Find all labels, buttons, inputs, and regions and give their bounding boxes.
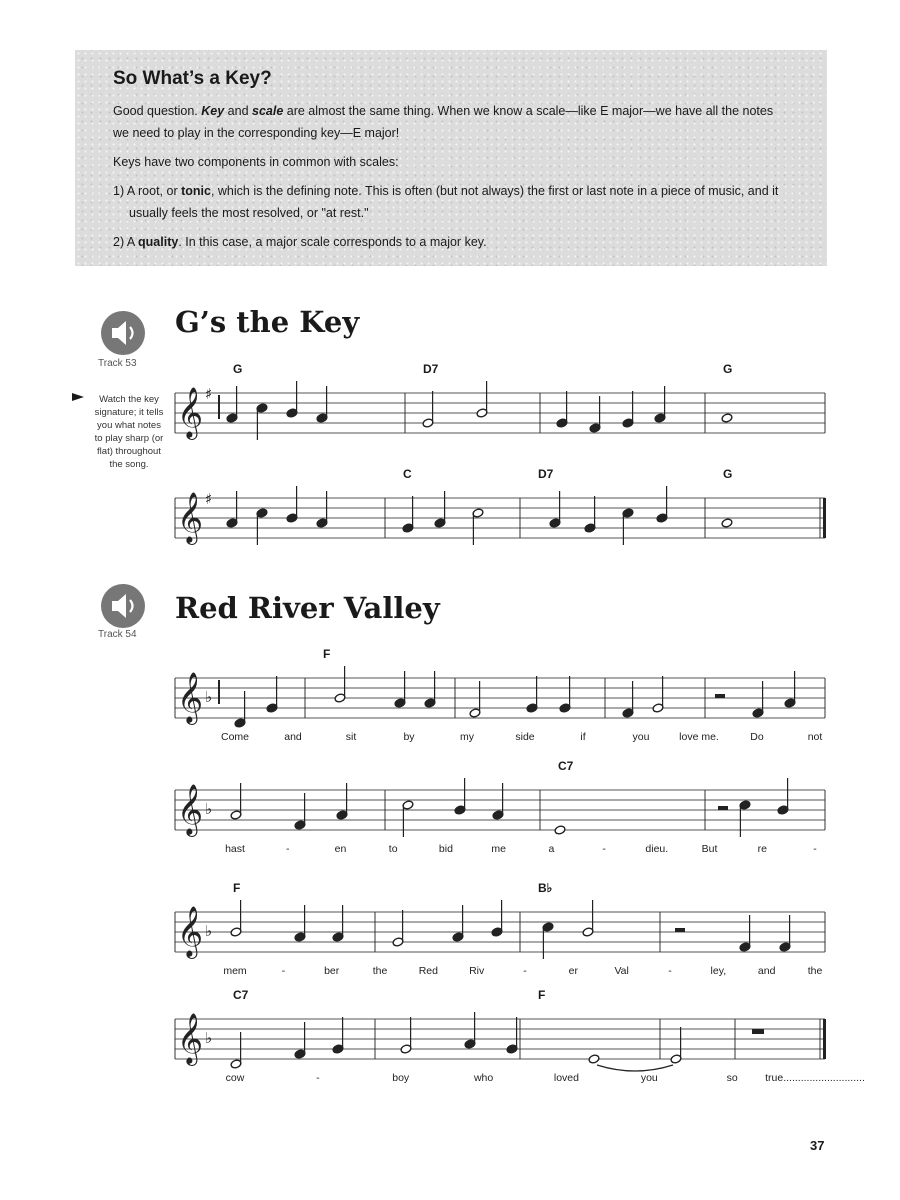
text: Good question. — [113, 104, 202, 118]
lyric: - — [316, 1072, 320, 1084]
lyric: to — [388, 843, 398, 855]
final-barline — [823, 1019, 826, 1059]
lyric: not — [807, 731, 823, 743]
term-key: Key — [201, 104, 225, 118]
box-title: So What’s a Key? — [113, 68, 272, 89]
lyric: love me. — [679, 731, 719, 743]
lyric: and — [757, 965, 776, 977]
lyric: - — [523, 965, 527, 977]
song-title: Red River Valley — [175, 591, 440, 625]
treble-clef: 𝄞 — [177, 906, 204, 957]
text: 2) A — [113, 235, 139, 249]
lyric: by — [403, 731, 415, 743]
lyric: and — [284, 731, 302, 743]
lyric: ber — [324, 965, 340, 977]
treble-clef: 𝄞 — [177, 492, 204, 543]
lyric: if — [580, 731, 586, 743]
treble-clef: 𝄞 — [177, 672, 204, 723]
whole-rest — [752, 1029, 764, 1034]
lyric: - — [602, 843, 606, 855]
chord-symbol: G — [723, 362, 733, 376]
note-head — [588, 1054, 600, 1064]
lyric: sit — [345, 731, 357, 743]
text: , which is the defining note. This is often (but not always) the first or last note in a piece of music, and it usually feels the most resolved, or "at rest." — [129, 184, 779, 220]
lyric: the — [807, 965, 823, 977]
chord-symbol: B♭ — [538, 881, 553, 895]
chord-symbol: F — [323, 647, 331, 661]
lyric: my — [460, 731, 474, 743]
key-flat: ♭ — [205, 688, 213, 706]
note-head — [721, 413, 733, 423]
track-label: Track 54 — [98, 629, 137, 640]
note-head — [721, 518, 733, 528]
text: and — [224, 104, 253, 118]
chord-symbol: F — [233, 881, 241, 895]
song-title: G’s the Key — [175, 305, 360, 339]
lyric: But — [701, 843, 718, 855]
key-sharp: ♯ — [205, 490, 213, 508]
chord-symbol: G — [233, 362, 243, 376]
lyric: cow — [225, 1072, 245, 1084]
lyric: Riv — [469, 965, 485, 977]
page-number: 37 — [810, 1138, 825, 1153]
lyric: hast — [225, 843, 245, 855]
treble-clef: 𝄞 — [177, 784, 204, 835]
chord-symbol: C — [403, 467, 412, 481]
treble-clef: 𝄞 — [177, 1013, 204, 1064]
text: . In this case, a major scale corresponds to a major key. — [178, 235, 487, 249]
lyric: ley, — [710, 965, 727, 977]
chord-symbol: G — [723, 467, 733, 481]
lyric: - — [285, 843, 290, 855]
chord-symbol: C7 — [558, 759, 574, 773]
treble-clef: 𝄞 — [177, 387, 204, 438]
box-paragraph-2: Keys have two components in common with scales: — [113, 155, 399, 169]
tie — [597, 1065, 673, 1071]
lyric: true............................ — [765, 1072, 865, 1084]
lyric: boy — [392, 1072, 410, 1084]
lyric: me — [491, 843, 506, 855]
lyric: - — [668, 965, 672, 977]
key-flat: ♭ — [205, 1029, 213, 1047]
half-rest — [675, 928, 685, 932]
text: 1) A root, or — [113, 184, 182, 198]
chord-symbol: C7 — [233, 988, 249, 1002]
lyric: Red — [418, 965, 438, 977]
chord-symbol: D7 — [423, 362, 439, 376]
lyric: so — [726, 1072, 738, 1084]
lyric: re — [757, 843, 767, 855]
term-scale: scale — [252, 104, 284, 118]
note-head — [554, 825, 566, 835]
half-rest — [715, 694, 725, 698]
lyric: a — [548, 843, 555, 855]
chord-symbol: F — [538, 988, 546, 1002]
text: are almost the same thing. When we know a scale—like E major—we have all the notes we need to play in the corresponding key—E major! — [113, 104, 774, 140]
half-rest — [718, 806, 728, 810]
term-quality: quality — [138, 235, 179, 249]
lyric: loved — [553, 1072, 579, 1084]
lyric: dieu. — [645, 843, 669, 855]
lyric: er — [568, 965, 579, 977]
lyric: Do — [750, 731, 764, 743]
lyric: - — [813, 843, 817, 855]
lyric: side — [515, 731, 535, 743]
track-label: Track 53 — [98, 358, 137, 369]
lyric: you — [632, 731, 650, 743]
lyric: Val — [614, 965, 629, 977]
chord-symbol: D7 — [538, 467, 554, 481]
key-flat: ♭ — [205, 922, 213, 940]
lyric: you — [640, 1072, 658, 1084]
final-barline — [823, 498, 826, 538]
lyric: mem — [223, 965, 247, 977]
side-note: Watch the key signature; it tells you what notes to play sharp (or flat) throughout the song. — [94, 394, 164, 470]
lyric: the — [372, 965, 388, 977]
lyric: - — [281, 965, 286, 977]
key-sharp: ♯ — [205, 385, 213, 403]
lyric: en — [334, 843, 347, 855]
key-flat: ♭ — [205, 800, 213, 818]
lyric: Come — [220, 731, 250, 743]
lyric: who — [473, 1072, 494, 1084]
term-tonic: tonic — [181, 184, 211, 198]
lyric: bid — [438, 843, 453, 855]
